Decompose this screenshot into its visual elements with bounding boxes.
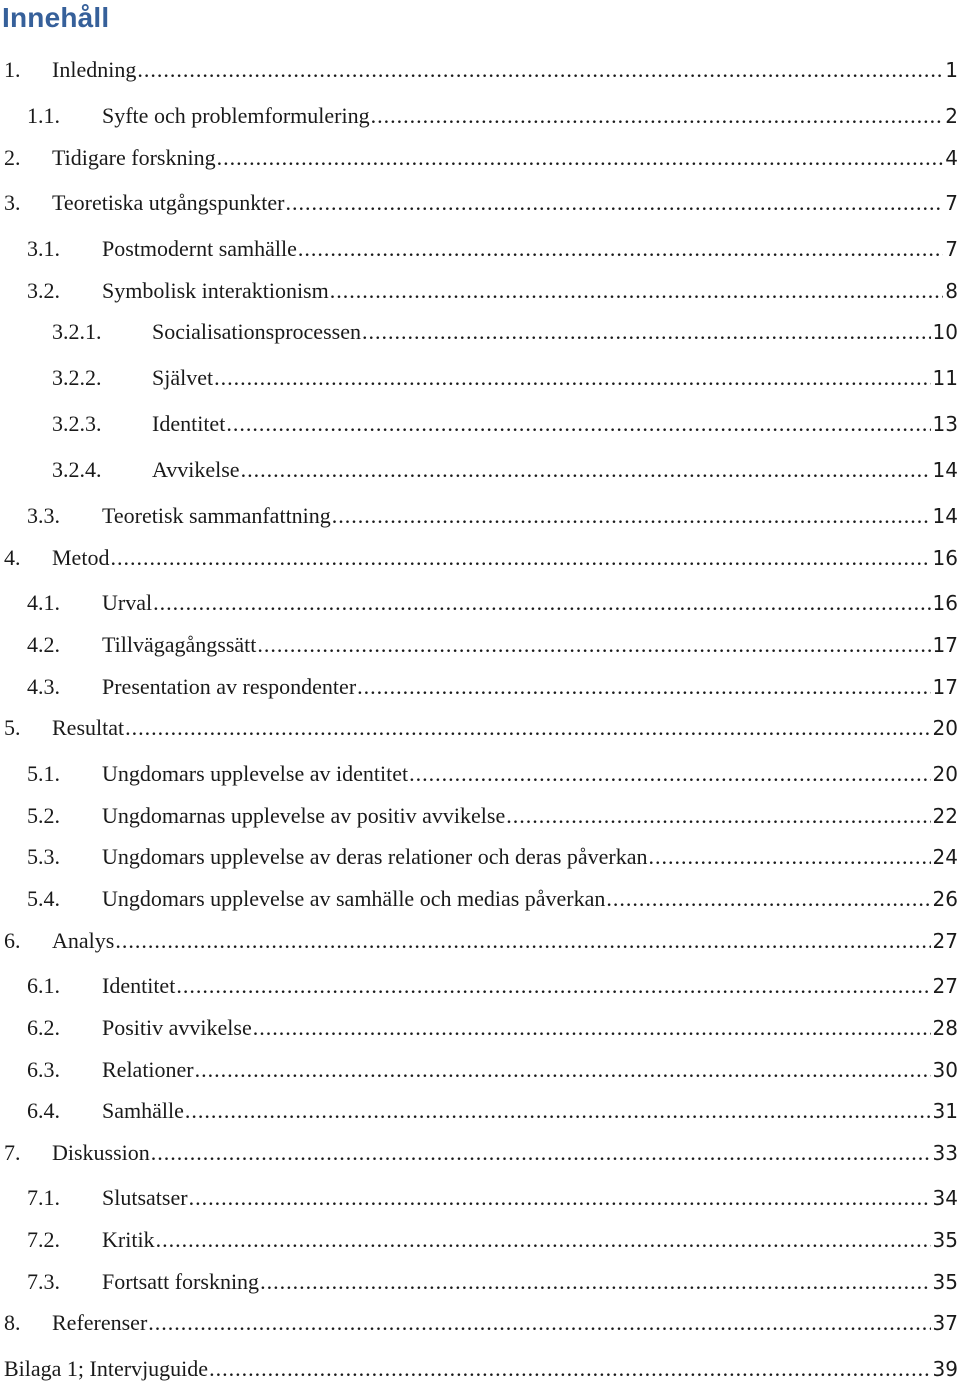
toc-entry-title: Identitet [102,973,176,998]
toc-entry[interactable] [0,455,958,485]
toc-entry-title: Självet [152,365,214,390]
toc-entry-page: 14 [932,458,958,482]
toc-entry[interactable] [0,884,958,914]
toc-entry-number: 5. [4,715,21,740]
toc-entry-page: 34 [932,1186,958,1210]
toc-entry[interactable] [0,1096,958,1126]
toc-entry[interactable] [0,409,958,439]
toc-entry-title: Teoretisk sammanfattning [102,503,331,528]
toc-entry-number: 3.2.4. [52,457,102,482]
toc-entry-number: 5.1. [27,761,60,786]
toc-entry-title: Relationer [102,1057,194,1082]
toc-entry-title: Tillvägagångssätt [102,632,257,657]
toc-entry-page: 17 [932,675,958,699]
dot-leader [110,543,930,573]
toc-entry-number: 7.2. [27,1227,60,1252]
toc-entry-number: 8. [4,1310,21,1335]
dot-leader [371,101,944,131]
toc-entry-number: 6.2. [27,1015,60,1040]
dot-leader [189,1183,931,1213]
toc-entry-number: 4. [4,545,21,570]
toc-entry-title: Teoretiska utgångspunkter [52,190,285,215]
dot-leader [285,188,943,218]
toc-entry-page: 27 [932,929,958,953]
toc-entry-number: 2. [4,145,21,170]
toc-entry[interactable] [0,101,958,131]
dot-leader [153,588,930,618]
toc-entry-number: 6. [4,928,21,953]
toc-entry-page: 14 [932,504,958,528]
toc-entry-title: Slutsatser [102,1185,188,1210]
toc-entry[interactable] [0,713,958,743]
toc-entry-title: Samhälle [102,1098,184,1123]
toc-entry[interactable] [0,759,958,789]
toc-entry[interactable] [0,1138,958,1168]
toc-entry-number: 7.1. [27,1185,60,1210]
toc-entry-title: Ungdomars upplevelse av identitet [102,761,409,786]
dot-leader [185,1096,931,1126]
toc-entry-page: 11 [932,366,958,390]
dot-leader [137,55,943,85]
dot-leader [151,1138,931,1168]
toc-entry-number: 3.2.1. [52,319,102,344]
dot-leader [409,759,930,789]
toc-entry[interactable] [0,1308,958,1338]
toc-entry-title: Symbolisk interaktionism [102,278,329,303]
toc-entry-title: Tidigare forskning [52,145,216,170]
dot-leader [506,801,930,831]
toc-entry-number: 5.3. [27,844,60,869]
toc-entry[interactable] [0,1013,958,1043]
toc-entry[interactable] [0,276,958,306]
toc-entry-page: 20 [932,716,958,740]
toc-entry[interactable] [0,1267,958,1297]
toc-entry-title: Postmodernt samhälle [102,236,297,261]
toc-heading: Innehåll [2,2,110,33]
toc-entry-page: 4 [945,146,958,170]
toc-entry-title: Presentation av respondenter [102,674,357,699]
toc-entry-number: 5.4. [27,886,60,911]
dot-leader [606,884,930,914]
toc-entry-title: Kritik [102,1227,155,1252]
dot-leader [209,1354,930,1384]
toc-entry-page: 26 [932,887,958,911]
toc-entry-number: 5.2. [27,803,60,828]
toc-entry-title: Avvikelse [152,457,240,482]
toc-entry-page: 13 [932,412,958,436]
toc-entry-page: 1 [945,58,958,82]
toc-entry-page: 7 [945,191,958,215]
toc-entry-number: 6.1. [27,973,60,998]
toc-entry-page: 17 [932,633,958,657]
toc-entry-page: 10 [932,320,958,344]
toc-entry-number: 7. [4,1140,21,1165]
toc-entry-page: 33 [932,1141,958,1165]
toc-entry[interactable] [0,971,958,1001]
toc-entry[interactable] [0,188,958,218]
toc-entry-number: 1. [4,57,21,82]
toc-entry[interactable] [0,926,958,956]
toc-entry-number: 4.2. [27,632,60,657]
toc-entry[interactable] [0,1055,958,1085]
dot-leader [125,713,930,743]
toc-entry[interactable] [0,1354,958,1384]
dot-leader [298,234,943,264]
dot-leader [357,672,930,702]
toc-entry-title: Syfte och problemformulering [102,103,370,128]
toc-entry[interactable] [0,317,958,347]
toc-entry-page: 37 [932,1311,958,1335]
toc-entry-page: 39 [932,1357,958,1381]
toc-entry-title: Positiv avvikelse [102,1015,252,1040]
toc-entry-number: 4.3. [27,674,60,699]
toc-entry-number: 3.2.2. [52,365,102,390]
toc-entry-page: 27 [932,974,958,998]
toc-entry[interactable] [0,630,958,660]
toc-entry[interactable] [0,672,958,702]
toc-entry-number: 4.1. [27,590,60,615]
toc-entry-page: 16 [932,591,958,615]
toc-entry-title: Urval [102,590,153,615]
dot-leader [226,409,930,439]
dot-leader [217,143,944,173]
toc-entry[interactable] [0,501,958,531]
toc-entry[interactable] [0,363,958,393]
toc-entry-number: 6.4. [27,1098,60,1123]
dot-leader [330,276,944,306]
toc-entry[interactable] [0,543,958,573]
toc-entry-number: 3. [4,190,21,215]
toc-entry[interactable] [0,55,958,85]
toc-entry-page: 2 [945,104,958,128]
dot-leader [362,317,931,347]
toc-entry-number: 3.2. [27,278,60,303]
toc-entry-number: 3.1. [27,236,60,261]
dot-leader [176,971,930,1001]
toc-entry[interactable] [0,1225,958,1255]
toc-entry-title: Ungdomars upplevelse av samhälle och medias påverkan [102,886,606,911]
toc-entry-title: Referenser [52,1310,148,1335]
dot-leader [257,630,930,660]
toc-entry-page: 7 [945,237,958,261]
toc-entry-page: 16 [932,546,958,570]
dot-leader [115,926,930,956]
toc-entry-number: 6.3. [27,1057,60,1082]
toc-entry-page: 28 [932,1016,958,1040]
dot-leader [332,501,931,531]
dot-leader [148,1308,930,1338]
toc-entry-title: Resultat [52,715,125,740]
toc-entry-number: 3.3. [27,503,60,528]
toc-entry-title: Diskussion [52,1140,150,1165]
dot-leader [214,363,930,393]
toc-entry-page: 31 [932,1099,958,1123]
toc-entry-number: 7.3. [27,1269,60,1294]
toc-entry-title: Bilaga 1; Intervjuguide [4,1356,209,1381]
dot-leader [253,1013,931,1043]
toc-entry-title: Fortsatt forskning [102,1269,260,1294]
toc-entry[interactable] [0,143,958,173]
dot-leader [241,455,931,485]
toc-entry-title: Identitet [152,411,226,436]
toc-entry[interactable] [0,234,958,264]
toc-entry-title: Metod [52,545,110,570]
dot-leader [260,1267,930,1297]
toc-entry[interactable] [0,1183,958,1213]
toc-entry-page: 24 [932,845,958,869]
toc-entry-title: Ungdomars upplevelse av deras relationer och deras påverkan [102,844,648,869]
toc-entry-page: 35 [932,1228,958,1252]
toc-entry-page: 20 [932,762,958,786]
toc-entry-page: 22 [932,804,958,828]
toc-entry-title: Socialisationsprocessen [152,319,361,344]
dot-leader [195,1055,931,1085]
toc-entry-number: 3.2.3. [52,411,102,436]
toc-entry-page: 30 [932,1058,958,1082]
toc-entry-title: Ungdomarnas upplevelse av positiv avvikelse [102,803,506,828]
toc-entry-page: 8 [945,279,958,303]
toc-entry-title: Analys [52,928,115,953]
toc-entry-number: 1.1. [27,103,60,128]
toc-entry[interactable] [0,842,958,872]
toc-entry[interactable] [0,801,958,831]
toc-entry-title: Inledning [52,57,137,82]
dot-leader [649,842,931,872]
toc-entry-page: 35 [932,1270,958,1294]
dot-leader [156,1225,931,1255]
toc-entry[interactable] [0,588,958,618]
